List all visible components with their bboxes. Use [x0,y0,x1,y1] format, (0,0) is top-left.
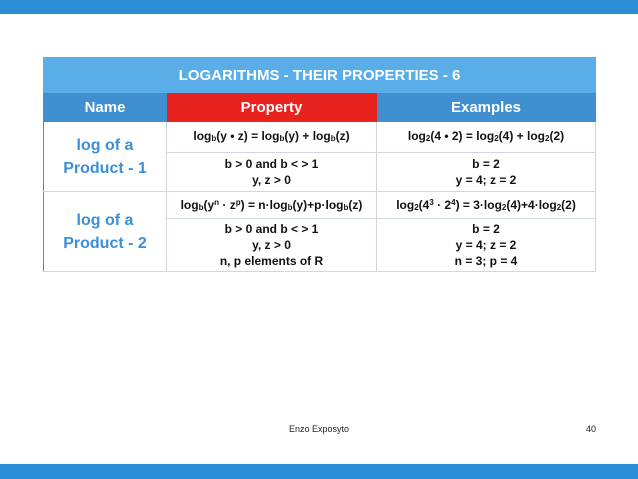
name-line: log of a [76,211,134,229]
example-part: (4) + log [498,128,546,143]
page-number: 40 [585,424,596,434]
example-1 [377,122,596,153]
bottom-accent-bar [0,464,638,479]
formula-subscript: b [198,202,204,212]
example-part: log [396,197,415,212]
table-row [44,192,596,219]
name-line: Product - 1 [63,159,147,177]
example-value-line: b = 2 [472,222,500,236]
example-values-1 [377,153,596,192]
header-name: Name [44,93,167,122]
name-line: Product - 2 [63,234,147,252]
formula-part: ) = n·log [240,197,288,212]
example-part: (2) [549,128,565,143]
formula-subscript: b [343,202,349,212]
example-subscript: 2 [414,202,419,212]
example-value-line: b = 2 [472,157,500,171]
formula-part: · z [219,197,236,212]
example-superscript: 3 [429,197,434,207]
condition-line: n, p elements of R [219,254,324,268]
table-title-row [44,58,596,93]
header-examples: Examples [377,93,596,122]
example-value-line: y = 4; z = 2 [455,238,517,252]
formula-part: (y) + log [284,128,331,143]
formula-superscript: p [235,197,241,207]
example-subscript: 2 [425,133,431,143]
header-property: Property [167,93,377,122]
example-subscript: 2 [556,202,562,212]
formula-2 [167,192,377,219]
example-value-line: y = 4; z = 2 [455,173,517,187]
name-line: log of a [76,136,134,154]
example-part: (4 • 2) = log [430,128,495,143]
example-part: (2) [561,197,576,212]
properties-table [43,57,596,272]
example-subscript: 2 [501,202,507,212]
condition-line: b > 0 and b < > 1 [224,157,319,171]
formula-part: log [180,197,199,212]
formula-subscript: b [279,133,285,143]
example-part: log [407,128,426,143]
example-part: (4 [418,197,430,212]
conditions-2 [167,219,377,272]
property-name-2 [44,192,167,272]
condition-line: b > 0 and b < > 1 [224,222,319,236]
example-2 [377,192,596,219]
example-part: · 2 [433,197,452,212]
formula-part: (y • z) = log [216,128,280,143]
condition-line: y, z > 0 [252,173,291,187]
example-subscript: 2 [494,133,499,143]
property-name-1 [44,122,167,192]
conditions-1 [167,153,377,192]
condition-line: y, z > 0 [252,238,291,252]
table-row [44,122,596,153]
footer-author: Enzo Exposyto [288,424,350,434]
formula-part: (y [203,197,215,212]
formula-part: log [193,128,212,143]
formula-subscript: b [330,133,336,143]
example-superscript: 4 [451,197,456,207]
example-part: ) = 3·log [455,197,502,212]
formula-part: (y)+p·log [292,197,344,212]
formula-part: (z) [348,197,363,212]
example-value-line: n = 3; p = 4 [454,254,518,268]
example-subscript: 2 [545,133,550,143]
formula-subscript: b [287,202,293,212]
example-values-2 [377,219,596,272]
formula-subscript: b [211,133,217,143]
example-part: (4)+4·log [506,197,557,212]
formula-superscript: n [214,197,220,207]
top-accent-bar [0,0,638,14]
formula-1 [167,122,377,153]
table-header-row [44,93,596,122]
formula-part: (z) [335,128,350,143]
slide-title: LOGARITHMS - THEIR PROPERTIES - 6 [44,58,596,93]
